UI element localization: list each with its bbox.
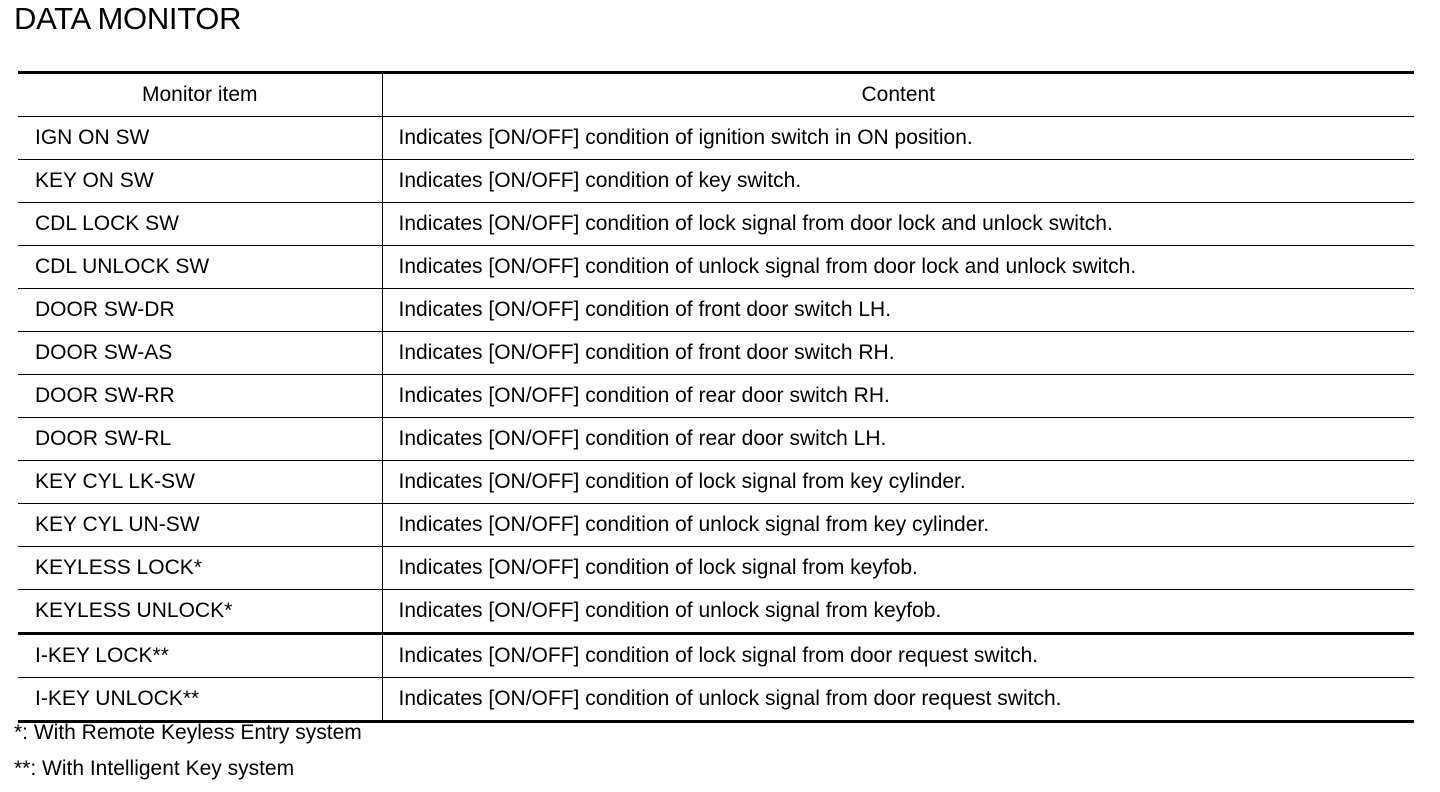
content-cell: Indicates [ON/OFF] condition of unlock signal from door lock and unlock switch. [382,246,1414,289]
content-cell: Indicates [ON/OFF] condition of front door switch LH. [382,289,1414,332]
monitor-item-cell: DOOR SW-AS [18,332,382,375]
monitor-item-cell: CDL LOCK SW [18,203,382,246]
table-row [18,332,1414,375]
table-row [18,504,1414,547]
monitor-item-cell: KEY CYL UN-SW [18,504,382,547]
content-cell: Indicates [ON/OFF] condition of unlock signal from door request switch. [382,678,1414,722]
monitor-item-cell: KEYLESS LOCK* [18,547,382,590]
content-cell: Indicates [ON/OFF] condition of unlock signal from key cylinder. [382,504,1414,547]
column-header-content: Content [382,73,1414,117]
table-row [18,203,1414,246]
footnotes [14,720,362,792]
footnote-remote-keyless: *: With Remote Keyless Entry system [14,721,362,744]
data-monitor-table [18,71,1414,723]
table-row [18,634,1414,678]
table-row [18,289,1414,332]
content-cell: Indicates [ON/OFF] condition of unlock signal from keyfob. [382,590,1414,634]
monitor-item-cell: IGN ON SW [18,117,382,160]
content-cell: Indicates [ON/OFF] condition of lock signal from door request switch. [382,634,1414,678]
content-cell: Indicates [ON/OFF] condition of key switch. [382,160,1414,203]
table-row [18,117,1414,160]
content-cell: Indicates [ON/OFF] condition of rear door switch LH. [382,418,1414,461]
table-row [18,375,1414,418]
table-header-row [18,73,1414,117]
monitor-item-cell: DOOR SW-RR [18,375,382,418]
table-row [18,547,1414,590]
content-cell: Indicates [ON/OFF] condition of front door switch RH. [382,332,1414,375]
table-row [18,246,1414,289]
table-row [18,590,1414,634]
table-row [18,678,1414,722]
content-cell: Indicates [ON/OFF] condition of rear door switch RH. [382,375,1414,418]
monitor-item-cell: DOOR SW-RL [18,418,382,461]
content-cell: Indicates [ON/OFF] condition of lock signal from keyfob. [382,547,1414,590]
content-cell: Indicates [ON/OFF] condition of lock signal from key cylinder. [382,461,1414,504]
monitor-item-cell: DOOR SW-DR [18,289,382,332]
footnote-intelligent-key: **: With Intelligent Key system [14,757,295,780]
monitor-item-cell: I-KEY UNLOCK** [18,678,382,722]
monitor-item-cell: I-KEY LOCK** [18,634,382,678]
content-cell: Indicates [ON/OFF] condition of ignition switch in ON position. [382,117,1414,160]
monitor-item-cell: KEYLESS UNLOCK* [18,590,382,634]
content-cell: Indicates [ON/OFF] condition of lock signal from door lock and unlock switch. [382,203,1414,246]
monitor-item-cell: CDL UNLOCK SW [18,246,382,289]
monitor-item-cell: KEY CYL LK-SW [18,461,382,504]
page-title: DATA MONITOR [14,1,242,36]
monitor-item-cell: KEY ON SW [18,160,382,203]
table-row [18,160,1414,203]
table-row [18,418,1414,461]
column-header-monitor-item: Monitor item [18,73,382,117]
table-row [18,461,1414,504]
